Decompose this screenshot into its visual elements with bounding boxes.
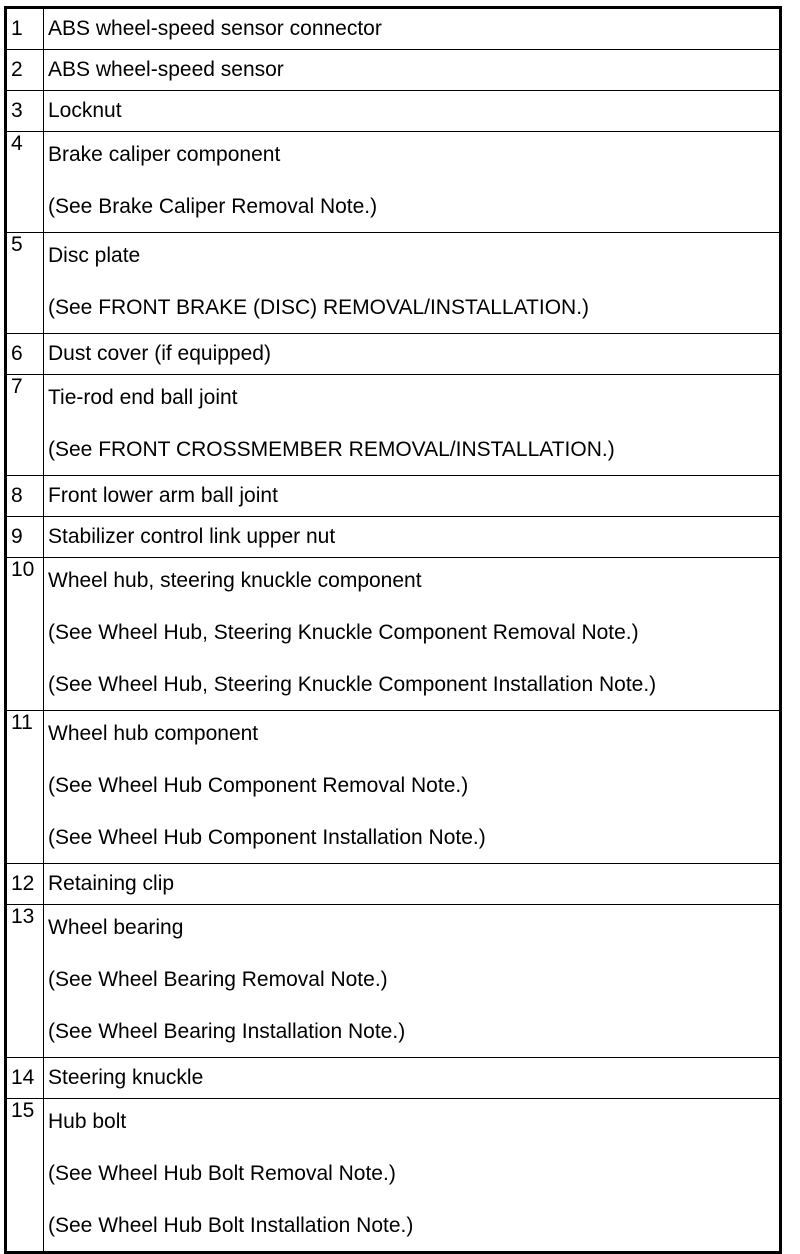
reference-note: (See FRONT CROSSMEMBER REMOVAL/INSTALLATION.)	[48, 438, 615, 461]
reference-note: (See Wheel Bearing Installation Note.)	[48, 1020, 406, 1043]
table-row	[6, 50, 781, 91]
item-description	[44, 905, 781, 1058]
table-row	[6, 8, 781, 50]
item-description	[44, 132, 781, 233]
item-number: 2	[6, 50, 44, 91]
item-description: ABS wheel-speed sensor connector	[44, 8, 781, 50]
table-row	[6, 1099, 781, 1253]
item-number: 1	[6, 8, 44, 50]
item-number: 9	[6, 517, 44, 558]
item-name: Tie-rod end ball joint	[48, 386, 238, 409]
item-description: Retaining clip	[44, 864, 781, 905]
table-row	[6, 558, 781, 711]
item-description	[44, 711, 781, 864]
reference-note: (See Brake Caliper Removal Note.)	[48, 195, 378, 218]
item-number: 12	[6, 864, 44, 905]
reference-note: (See Wheel Hub Bolt Removal Note.)	[48, 1162, 396, 1185]
item-number: 6	[6, 334, 44, 375]
table-row	[6, 476, 781, 517]
item-number: 5	[6, 233, 44, 334]
reference-note: (See Wheel Hub Bolt Installation Note.)	[48, 1214, 414, 1237]
table-row	[6, 517, 781, 558]
table-row	[6, 1058, 781, 1099]
table-row	[6, 334, 781, 375]
table-row	[6, 132, 781, 233]
reference-note: (See Wheel Hub, Steering Knuckle Component Removal Note.)	[48, 621, 639, 644]
item-number: 4	[6, 132, 44, 233]
item-name: Hub bolt	[48, 1110, 127, 1133]
item-number: 7	[6, 375, 44, 476]
item-number: 13	[6, 905, 44, 1058]
reference-note: (See Wheel Hub Component Removal Note.)	[48, 774, 469, 797]
item-name: Wheel bearing	[48, 916, 184, 939]
item-description: ABS wheel-speed sensor	[44, 50, 781, 91]
table-row	[6, 711, 781, 864]
item-name: Wheel hub component	[48, 722, 259, 745]
reference-note: (See Wheel Hub Component Installation Note.)	[48, 826, 486, 849]
table-row	[6, 91, 781, 132]
item-number: 10	[6, 558, 44, 711]
item-description: Front lower arm ball joint	[44, 476, 781, 517]
parts-table-body	[6, 8, 781, 1253]
table-row	[6, 233, 781, 334]
table-row	[6, 375, 781, 476]
item-description: Dust cover (if equipped)	[44, 334, 781, 375]
table-row	[6, 864, 781, 905]
item-number: 3	[6, 91, 44, 132]
item-number: 11	[6, 711, 44, 864]
item-description: Steering knuckle	[44, 1058, 781, 1099]
item-description: Stabilizer control link upper nut	[44, 517, 781, 558]
item-name: Wheel hub, steering knuckle component	[48, 569, 422, 592]
item-description	[44, 375, 781, 476]
item-number: 8	[6, 476, 44, 517]
reference-note: (See FRONT BRAKE (DISC) REMOVAL/INSTALLATION.)	[48, 296, 590, 319]
item-number: 14	[6, 1058, 44, 1099]
parts-table	[4, 6, 782, 1254]
item-number: 15	[6, 1099, 44, 1253]
item-description: Locknut	[44, 91, 781, 132]
item-description	[44, 233, 781, 334]
table-row	[6, 905, 781, 1058]
item-name: Disc plate	[48, 244, 141, 267]
reference-note: (See Wheel Hub, Steering Knuckle Component Installation Note.)	[48, 673, 657, 696]
item-name: Brake caliper component	[48, 143, 281, 166]
reference-note: (See Wheel Bearing Removal Note.)	[48, 968, 388, 991]
item-description	[44, 558, 781, 711]
item-description	[44, 1099, 781, 1253]
